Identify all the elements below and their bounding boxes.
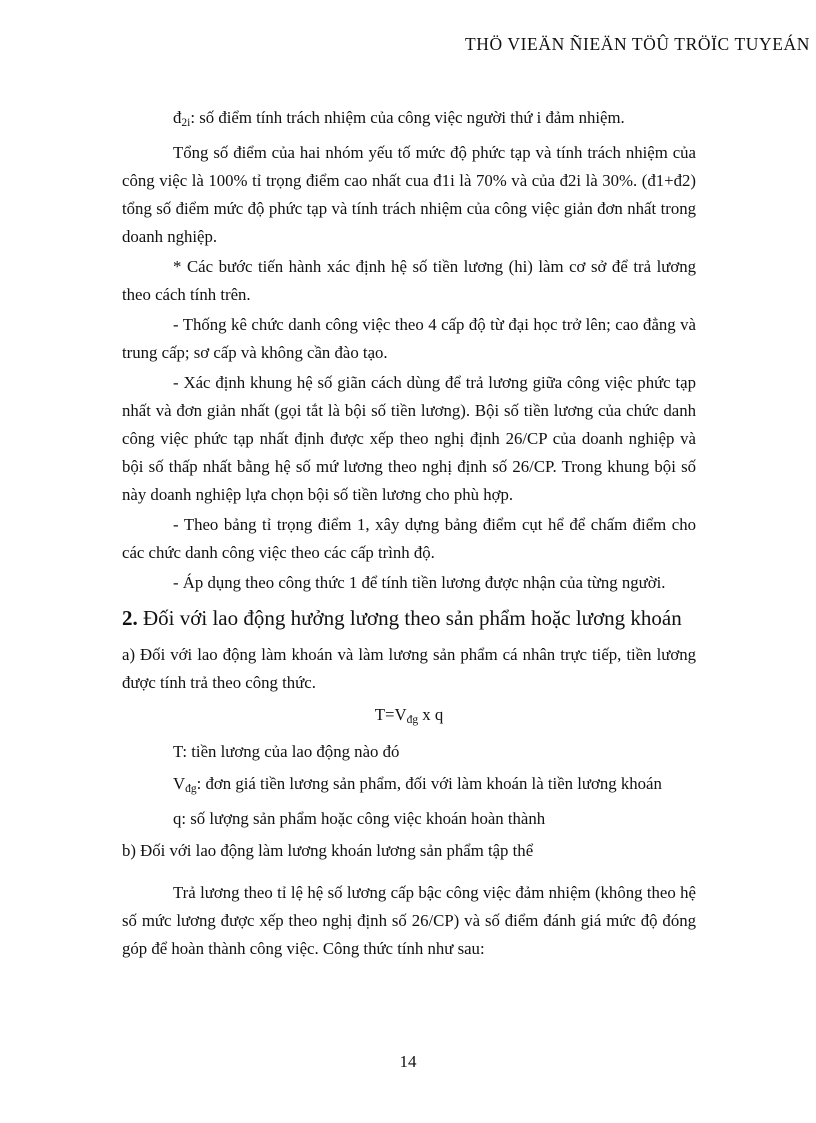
vdg-definition-text: : đơn giá tiền lương sản phẩm, đối với làm khoán là tiền lương khoán — [196, 774, 662, 793]
section-2b-intro: b) Đối với lao động làm lương khoán lương sản phẩm tập thể — [122, 841, 534, 860]
v-subscript: đg — [185, 783, 197, 795]
running-header: THÖ VIEÄN ÑIEÄN TÖÛ TRÖÏC TUYEÁN — [464, 34, 810, 54]
definition-T: T: tiền lương của lao động nào đó — [173, 742, 400, 761]
definition-Vdg — [122, 770, 696, 803]
paragraph-d2i-definition — [122, 104, 696, 137]
formula — [122, 701, 696, 734]
definition-q: q: số lượng sản phẩm hoặc công việc khoán hoàn thành — [173, 809, 546, 828]
paragraph-step-coefficient-frame: - Xác định khung hệ số giãn cách dùng để trả lương giữa công việc phức tạp nhất và đơn giản nhất (gọi tắt là bội số tiền lương). Bội số tiền lương của chức danh công việc phức tạp nhất định được xếp theo nghị định 26/CP của doanh nghiệp và bội số thấp nhất bằng hệ số mứ lương theo nghị định số 26/CP. Trong khung bội số này doanh nghiệp lựa chọn bội số tiền lương cho phù hợp. — [122, 373, 696, 504]
d-symbol: đ — [173, 108, 182, 127]
paragraph-step-point-table: - Theo bảng tỉ trọng điểm 1, xây dựng bảng điểm cụt hể để chấm điểm cho các chức danh công việc theo các cấp trình độ. — [122, 515, 696, 562]
section-2-number: 2. — [122, 606, 138, 630]
section-2-title: Đối với lao động hưởng lương theo sản phẩm hoặc lương khoán — [143, 606, 682, 630]
d2i-definition-text: : số điểm tính trách nhiệm của công việc người thứ i đảm nhiệm. — [190, 108, 625, 127]
paragraph-step-statistics: - Thống kê chức danh công việc theo 4 cấp độ từ đại học trở lên; cao đẳng và trung cấp; sơ cấp và không cần đào tạo. — [122, 315, 696, 362]
v-symbol: V — [173, 774, 186, 793]
formula-right: x q — [418, 705, 444, 724]
formula-left: T=V — [374, 705, 407, 724]
paragraph-total-points: Tổng số điểm của hai nhóm yếu tố mức độ phức tạp và tính trách nhiệm của công việc là 100% tỉ trọng điểm cao nhất cua đ1i là 70% và của đ2i là 30%. (đ1+đ2) tổng số điểm mức độ phức tạp và tính trách nhiệm của công việc giản đơn nhất trong doanh nghiệp. — [122, 143, 696, 246]
section-2a-intro: a) Đối với lao động làm khoán và làm lương sản phẩm cá nhân trực tiếp, tiền lương được tính trả theo công thức. — [122, 645, 696, 692]
section-2b-paragraph: Trả lương theo tỉ lệ hệ số lương cấp bậc công việc đảm nhiệm (không theo hệ số mức lương được xếp theo nghị định số 26/CP) và số điểm đánh giá mức độ đóng góp để hoàn thành công việc. Công thức tính như sau: — [122, 883, 696, 958]
section-2-heading — [122, 603, 696, 633]
formula-subscript: đg — [406, 714, 419, 726]
page-number: 14 — [399, 1052, 417, 1071]
d-subscript: 2i — [181, 117, 191, 129]
paragraph-steps-intro: * Các bước tiến hành xác định hệ số tiền lương (hi) làm cơ sở để trả lương theo cách tính trên. — [122, 257, 696, 304]
paragraph-step-apply-formula: - Áp dụng theo công thức 1 để tính tiền lương được nhận của từng người. — [173, 573, 666, 592]
page-content — [122, 104, 696, 963]
